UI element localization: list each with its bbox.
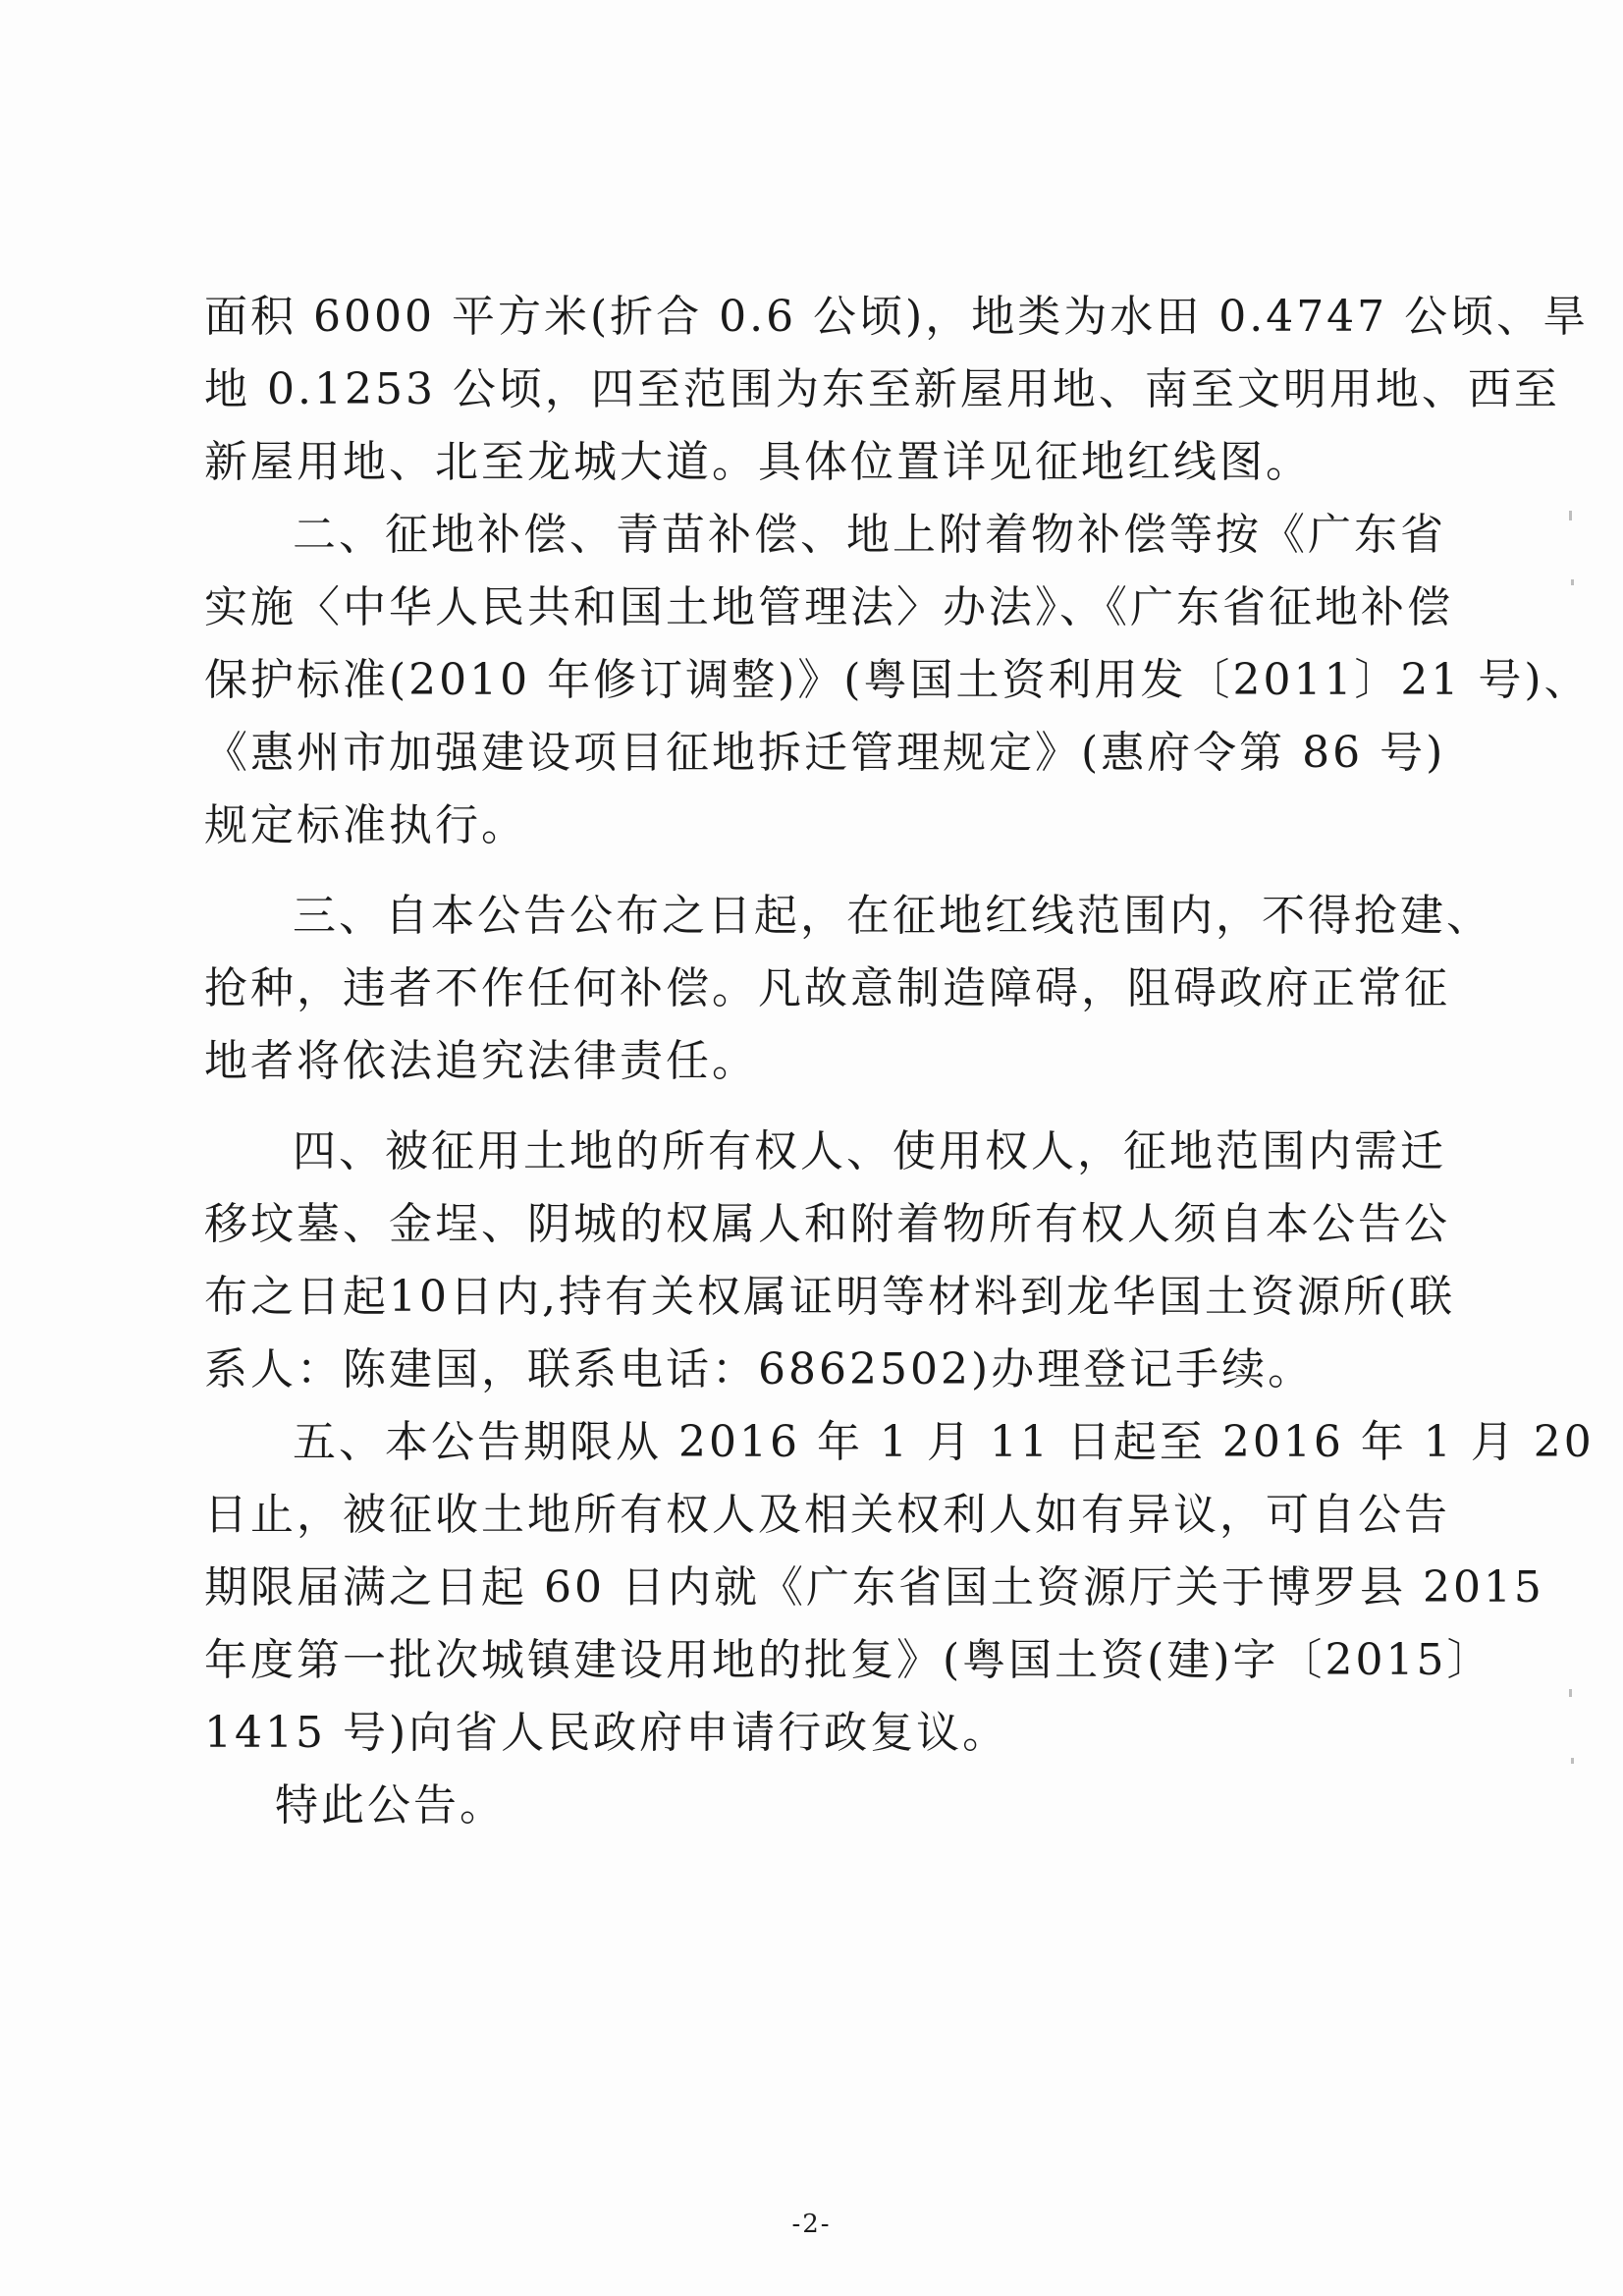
scan-speck	[1571, 1758, 1574, 1764]
paragraph-1	[204, 281, 1590, 499]
scan-speck	[1569, 511, 1572, 520]
paragraph-2	[204, 499, 1591, 862]
text-line: 二、征地补偿、青苗补偿、地上附着物补偿等按《广东省	[293, 510, 1446, 560]
page-number: -2-	[791, 2210, 832, 2239]
text-line: 新屋用地、北至龙城大道。具体位置详见征地红线图。	[204, 437, 1312, 487]
scan-speck	[1569, 1689, 1572, 1697]
text-line: 地 0.1253 公顷，四至范围为东至新屋用地、南至文明用地、西至	[204, 364, 1560, 414]
paragraph-4	[204, 1116, 1456, 1406]
paragraph-3	[204, 880, 1492, 1098]
text-line: 特此公告。	[275, 1780, 506, 1831]
scan-speck	[1571, 579, 1574, 585]
document-body	[204, 281, 1595, 1842]
text-line: 四、被征用土地的所有权人、使用权人，征地范围内需迁	[293, 1126, 1446, 1176]
paragraph-5	[204, 1406, 1595, 1770]
text-line: 1415 号)向省人民政府申请行政复议。	[204, 1708, 1009, 1758]
text-line: 三、自本公告公布之日起，在征地红线范围内，不得抢建、	[293, 891, 1492, 941]
text-line: 规定标准执行。	[204, 800, 527, 850]
text-line: 实施〈中华人民共和国土地管理法〉办法》、《广东省征地补偿	[204, 582, 1453, 632]
text-line: 年度第一批次城镇建设用地的批复》(粤国土资(建)字〔2015〕	[204, 1635, 1493, 1685]
text-line: 五、本公告期限从 2016 年 1 月 11 日起至 2016 年 1 月 20	[293, 1417, 1595, 1467]
text-line: 保护标准(2010 年修订调整)》(粤国土资利用发〔2011〕21 号)、	[204, 655, 1591, 705]
text-line: 面积 6000 平方米(折合 0.6 公顷)，地类为水田 0.4747 公顷、旱	[204, 292, 1590, 342]
text-line: 移坟墓、金埕、阴城的权属人和附着物所有权人须自本公告公	[204, 1199, 1450, 1249]
text-line: 地者将依法追究法律责任。	[204, 1036, 758, 1086]
closing-statement	[204, 1770, 1441, 1842]
text-line: 日止，被征收土地所有权人及相关权利人如有异议，可自公告	[204, 1490, 1450, 1540]
text-line: 布之日起10日内,持有关权属证明等材料到龙华国土资源所(联	[204, 1272, 1456, 1322]
text-line: 《惠州市加强建设项目征地拆迁管理规定》(惠府令第 86 号)	[204, 728, 1446, 778]
text-line: 期限届满之日起 60 日内就《广东省国土资源厅关于博罗县 2015	[204, 1562, 1544, 1613]
text-line: 抢种，违者不作任何补偿。凡故意制造障碍，阻碍政府正常征	[204, 963, 1450, 1013]
text-line: 系人：陈建国，联系电话：6862502)办理登记手续。	[204, 1344, 1315, 1394]
